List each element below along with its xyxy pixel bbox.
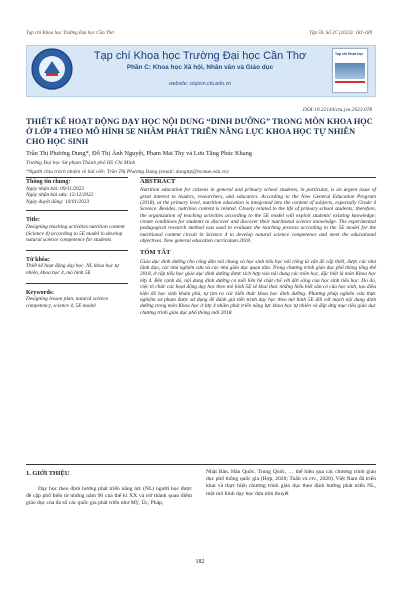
cover-stripe bbox=[335, 81, 365, 83]
paper-title: THIẾT KẾ HOẠT ĐỘNG DẠY HỌC NỘI DUNG “DINH DƯỠNG” TRONG MÔN KHOA HỌC Ở LỚP 4 THEO MÔ HÌNH 5E NHẰM PHÁT TRIỂN NĂNG LỰC KHOA HỌC TỰ NHIÊN CHO HỌC SINH bbox=[26, 117, 373, 147]
tomtat-text: Giáo dục dinh dưỡng cho công dân nói chung và học sinh tiểu học nói riêng là vấn đề cấp thiết, được các nhà lãnh đạo, các nhà nghiên cứu và các nhà giáo dục quan tâm. Trong chương trình giáo dục phổ thông tổng thể 2018, ở cấp tiểu học giáo dục dinh dưỡng được tích hợp vào nội dung các môn học, đặc biệt là môn Khoa học lớp 4. Bên cạnh đó, nội dung dinh dưỡng có mối liên hệ chặt chẽ với đời sống của học sinh tiểu học. Do đó, việc tổ chức các hoạt động dạy học theo mô hình 5E sẽ khai thác những hiểu biết sẵn có của học sinh, tạo điều kiện để học sinh khám phá, tự tìm ra các kiến thức khoa học dinh dưỡng. Phương pháp nghiên cứu thực nghiệm sư phạm được sử dụng để đánh giá tiến trình dạy học theo mô hình 5E đối với mạch nội dung dinh dưỡng trong môn Khoa học ở lớp 4 nhằm phát triển năng lực khoa học tự nhiên và đáp ứng mục tiêu giáo dục chương trình giáo dục phổ thông mới 2018. bbox=[140, 258, 376, 316]
page-number: 182 bbox=[195, 559, 205, 565]
article-info-column bbox=[26, 177, 128, 309]
keywords-en: Designing lesson plan, natural science competency, science 4, 5E model bbox=[26, 296, 109, 309]
received-date: Ngày nhận bài: 09/11/2022 bbox=[26, 185, 85, 192]
keywords-en-heading: Keywords: bbox=[26, 289, 54, 296]
keywords-vi-heading: Từ khóa: bbox=[26, 256, 50, 263]
title-en-heading: Title: bbox=[26, 217, 40, 224]
journal-cover-thumbnail bbox=[332, 48, 368, 93]
banner-subtitle: Phần C: Khoa học Xã hội, Nhân văn và Giáo dục bbox=[126, 64, 274, 71]
cover-title: Tạp chí Khoa học bbox=[335, 52, 364, 56]
tomtat-heading: TÓM TẮT bbox=[140, 249, 171, 257]
divider bbox=[26, 283, 128, 284]
intro-text-right: Nhật Bản, Hàn Quốc, Trung Quốc, … thể hiện qua các chương trình giáo dục phổ thông quốc gia (Hợp, 2020; Tuấn và ctv., 2020). Việt Nam đã triển khai và thực hiện chương trình giáo dục theo định hướng phát triển NL, một mô hình dạy học dựa trên thuyết bbox=[206, 469, 376, 497]
doi: DOI:10.22144/ctu.jvn.2023.078 bbox=[302, 107, 372, 113]
abstract-text: Nutrition education for citizens in general and primary school students, in particular, is an urgent issue of great interest to leaders, researchers, and educators. According to the New General Education Program (2018), at the primary level, nutrition education is integrated into the content of subjects, especially Grade 4 Science. Besides, nutrition content is related. Closely related to the life of primary school students; therefore, the organization of teaching activities according to the 5E model will exploit students' existing knowledge; create conditions for students to discover and discover their nutritional science knowledge. The experimental pedagogical research method was used to evaluate the teaching process according to the 5E model for the nutritional content circuit in Science 4 to develop natural science competence and meet the educational objectives. New general education curriculum 2018. bbox=[140, 187, 376, 245]
accepted-date: Ngày duyệt đăng: 10/01/2023 bbox=[26, 198, 90, 205]
abstract-heading: ABSTRACT bbox=[140, 178, 176, 185]
divider bbox=[26, 250, 128, 251]
abstract-column bbox=[140, 177, 376, 316]
banner-title: Tạp chí Khoa học Trường Đại học Cần Thơ bbox=[93, 50, 307, 62]
divider bbox=[26, 210, 128, 211]
title-en: Designing teaching activities nutrition content (Science 4) according to 5E model to develop natural science competence for students bbox=[26, 223, 125, 244]
authors: Trần Thị Phương Dung*, Đỗ Thị Ánh Nguyệt, Phạm Mai Thy và Lưu Tăng Phúc Khang bbox=[26, 150, 252, 157]
revised-date: Ngày nhận bài sửa: 15/12/2022 bbox=[26, 192, 94, 199]
running-head-right: Tập 59, Số 2C (2023): 182-189 bbox=[309, 31, 372, 36]
running-head-left: Tạp chí Khoa học Trường Đại học Cần Thơ bbox=[26, 31, 114, 36]
section-heading: 1. GIỚI THIỆU bbox=[26, 470, 70, 477]
corresponding-author: *Người chịu trách nhiệm về bài viết: Trần Thị Phương Dung (email: dungttp@hcmue.edu.vn) bbox=[26, 169, 229, 175]
keywords-vi: Thiết kế hoạt động dạy học, NL khoa học tự nhiên, khoa học 4, mô hình 5E bbox=[26, 263, 119, 276]
banner-website: website: ctujsvn.ctu.edu.vn bbox=[169, 81, 231, 87]
affiliation: Trường Đại học Sư phạm Thành phố Hồ Chí Minh bbox=[26, 160, 136, 166]
cover-image bbox=[335, 63, 365, 79]
info-heading: Thông tin chung: bbox=[26, 179, 71, 185]
divider bbox=[26, 464, 376, 465]
intro-text-left: Dạy học theo định hướng phát triển năng lực (NL) người học được đề cập phổ biến từ những năm 90 của thế kỉ XX và trở thành quan điểm giáo dục của đa số các quốc gia phát triển như Mỹ, Úc, Pháp, bbox=[26, 486, 192, 507]
